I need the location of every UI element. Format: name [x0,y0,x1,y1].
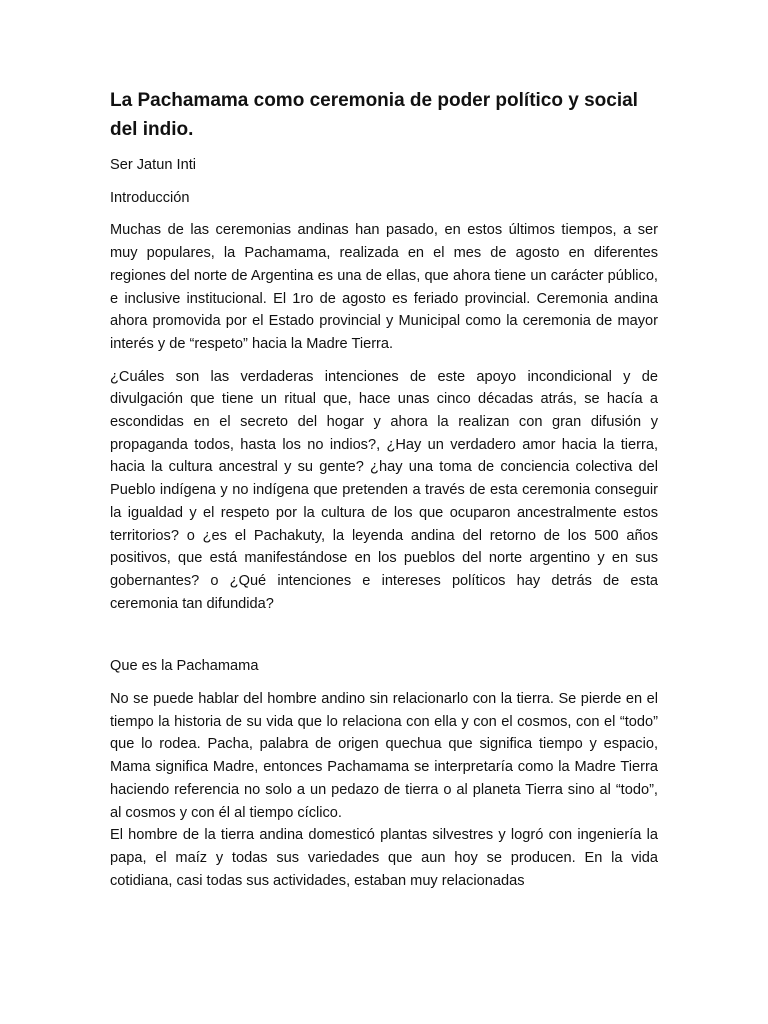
section-paragraph: El hombre de la tierra andina domesticó plantas silvestres y logró con ingeniería la papa, el maíz y todas sus variedades que aun hoy se producen. En la vida cotidiana, casi todas sus actividades, estaban muy relacionadas [110,827,658,889]
section-paragraph: No se puede hablar del hombre andino sin relacionarlo con la tierra. Se pierde en el tiempo la historia de su vida que lo relaciona con ella y con el cosmos, con el “todo” que lo rodea. Pacha, palabra de origen quechua que significa tiempo y espacio, Mama significa Madre, entonces Pachamama se interpretaría como la Madre Tierra haciendo referencia no solo a un pedazo de tierra o al planeta Tierra sino al “todo”, al cosmos y con él al tiempo cíclico. [110,691,658,821]
section-heading: Que es la Pachamama [110,658,259,675]
section-spacer [110,625,658,655]
document-title: La Pachamama como ceremonia de poder político y social del indio. [110,90,638,140]
document-author: Ser Jatun Inti [110,157,196,173]
document-page [110,86,658,892]
intro-paragraph: ¿Cuáles son las verdaderas intenciones de este apoyo incondicional y de divulgación que tiene un ritual que, hace unas cinco décadas atrás, se hacía a escondidas en el secreto del hogar y ahora la realizan con gran difusión y propaganda todos, hasta los no indios?, ¿Hay un verdadero amor hacia la tierra, hacia la cultura ancestral y su gente? ¿hay una toma de conciencia colectiva del Pueblo indígena y no indígena que pretenden a través de esta ceremonia conseguir la igualdad y el respeto por la cultura de los que ocuparon ancestralmente estos territorios? o ¿es el Pachakuty, la leyenda andina del retorno de los 500 años positivos, que está manifestándose en los pueblos del norte argentino y en sus gobernantes? o ¿Qué intenciones e intereses políticos hay detrás de esta ceremonia tan difundida? [110,368,658,612]
intro-heading: Introducción [110,189,190,206]
intro-paragraph: Muchas de las ceremonias andinas han pasado, en estos últimos tiempos, a ser muy populares, la Pachamama, realizada en el mes de agosto en diferentes regiones del norte de Argentina es una de ellas, que ahora tiene un carácter público, e inclusive institucional. El 1ro de agosto es feriado provincial. Ceremonia andina ahora promovida por el Estado provincial y Municipal como la ceremonia de mayor interés y de “respeto” hacia la Madre Tierra. [110,222,658,352]
